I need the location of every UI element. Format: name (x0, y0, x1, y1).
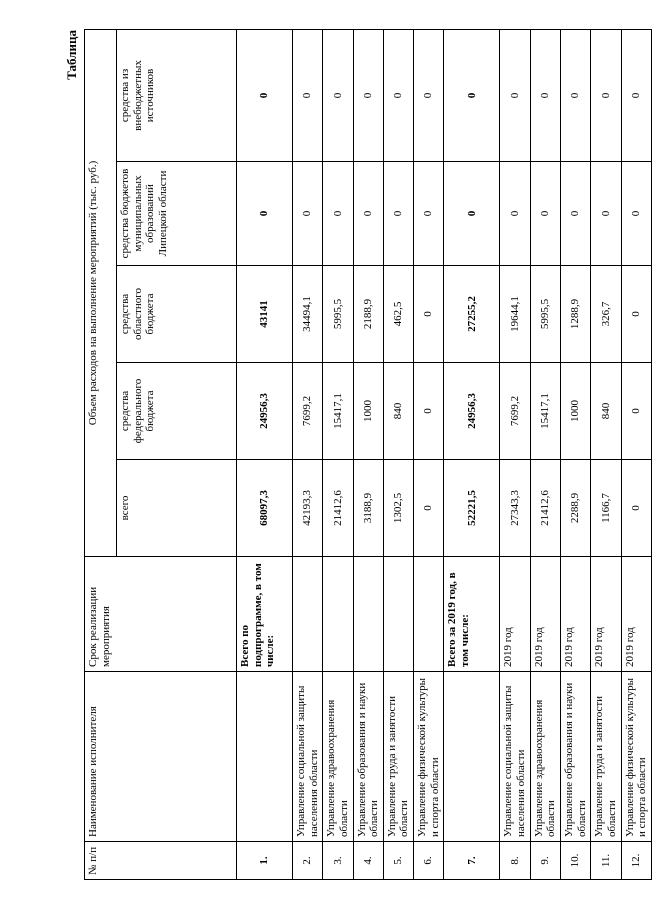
term-cell (323, 557, 353, 672)
row-number: 4. (353, 842, 383, 880)
header-total: всего (117, 460, 237, 557)
total-cell: 68097,3 (237, 460, 293, 557)
table-row (591, 29, 621, 879)
municipal-cell: 0 (444, 162, 500, 266)
table-row (323, 29, 353, 879)
header-num: № п/п (85, 842, 237, 880)
total-cell: 21412,6 (530, 460, 560, 557)
total-cell: 2288,9 (560, 460, 590, 557)
executor-name: Управление труда и занятости области (383, 672, 413, 842)
total-cell: 27343,3 (500, 460, 530, 557)
extra-cell: 0 (560, 29, 590, 161)
regional-cell: 1288,9 (560, 266, 590, 363)
executor-name: Управление социальной защиты населения области (500, 672, 530, 842)
municipal-cell: 0 (383, 162, 413, 266)
row-number: 12. (621, 842, 651, 880)
municipal-cell: 0 (500, 162, 530, 266)
municipal-cell: 0 (237, 162, 293, 266)
regional-cell: 0 (621, 266, 651, 363)
table-row (621, 29, 651, 879)
federal-cell: 15417,1 (530, 363, 560, 460)
regional-cell: 34494,1 (293, 266, 323, 363)
federal-cell: 0 (621, 363, 651, 460)
term-cell: 2019 год (591, 557, 621, 672)
extra-cell: 0 (621, 29, 651, 161)
extra-cell: 0 (323, 29, 353, 161)
regional-cell: 326,7 (591, 266, 621, 363)
extra-cell: 0 (353, 29, 383, 161)
municipal-cell: 0 (560, 162, 590, 266)
total-cell: 0 (414, 460, 444, 557)
total-cell: 1166,7 (591, 460, 621, 557)
federal-cell: 24956,3 (444, 363, 500, 460)
total-cell: 21412,6 (323, 460, 353, 557)
executor-name: Управление образования и науки области (560, 672, 590, 842)
extra-cell: 0 (383, 29, 413, 161)
municipal-cell: 0 (293, 162, 323, 266)
federal-cell: 1000 (353, 363, 383, 460)
table-caption: Таблица (64, 30, 79, 80)
header-municipal: средства бюджетов муниципальных образований Липецкой области (117, 162, 237, 266)
row-number: 2. (293, 842, 323, 880)
table-row (293, 29, 323, 879)
regional-cell: 43141 (237, 266, 293, 363)
row-number: 9. (530, 842, 560, 880)
header-federal: средства федерального бюджета (117, 363, 237, 460)
extra-cell: 0 (414, 29, 444, 161)
header-regional: средства областного бюджета (117, 266, 237, 363)
extra-cell: 0 (237, 29, 293, 161)
term-cell (414, 557, 444, 672)
row-number: 1. (237, 842, 293, 880)
term-cell (293, 557, 323, 672)
row-number: 11. (591, 842, 621, 880)
federal-cell: 840 (591, 363, 621, 460)
row-number: 3. (323, 842, 353, 880)
header-term: Срок реализации мероприятия (85, 557, 237, 672)
executor-name (237, 672, 293, 842)
table-body (237, 29, 652, 879)
executor-name: Управление физической культуры и спорта области (414, 672, 444, 842)
rotated-page (64, 30, 649, 880)
header-volume: Объем расходов на выполнение мероприятий (тыс. руб.) (85, 29, 117, 556)
municipal-cell: 0 (591, 162, 621, 266)
row-number: 7. (444, 842, 500, 880)
extra-cell: 0 (591, 29, 621, 161)
row-number: 8. (500, 842, 530, 880)
regional-cell: 19644,1 (500, 266, 530, 363)
table-row (530, 29, 560, 879)
total-cell: 52221,5 (444, 460, 500, 557)
term-cell (353, 557, 383, 672)
term-cell: 2019 год (621, 557, 651, 672)
regional-cell: 5995,5 (323, 266, 353, 363)
row-number: 5. (383, 842, 413, 880)
executor-name: Управление социальной защиты населения области (293, 672, 323, 842)
table-row (237, 29, 293, 879)
table-row (500, 29, 530, 879)
regional-cell: 27255,2 (444, 266, 500, 363)
federal-cell: 7699,2 (293, 363, 323, 460)
table-row (444, 29, 500, 879)
budget-table (84, 29, 652, 880)
table-row (560, 29, 590, 879)
municipal-cell: 0 (353, 162, 383, 266)
table-row (414, 29, 444, 879)
table-row (383, 29, 413, 879)
federal-cell: 1000 (560, 363, 590, 460)
municipal-cell: 0 (530, 162, 560, 266)
table-row (353, 29, 383, 879)
executor-name: Управление труда и занятости области (591, 672, 621, 842)
executor-name: Управление здравоохранения области (323, 672, 353, 842)
federal-cell: 0 (414, 363, 444, 460)
regional-cell: 5995,5 (530, 266, 560, 363)
extra-cell: 0 (293, 29, 323, 161)
federal-cell: 7699,2 (500, 363, 530, 460)
total-cell: 42193,3 (293, 460, 323, 557)
total-cell: 3188,9 (353, 460, 383, 557)
term-cell: 2019 год (500, 557, 530, 672)
extra-cell: 0 (530, 29, 560, 161)
extra-cell: 0 (444, 29, 500, 161)
term-cell: Всего по подпрограмме, в том числе: (237, 557, 293, 672)
municipal-cell: 0 (621, 162, 651, 266)
row-number: 6. (414, 842, 444, 880)
total-cell: 1302,5 (383, 460, 413, 557)
regional-cell: 2188,9 (353, 266, 383, 363)
municipal-cell: 0 (323, 162, 353, 266)
municipal-cell: 0 (414, 162, 444, 266)
federal-cell: 840 (383, 363, 413, 460)
term-cell: 2019 год (560, 557, 590, 672)
regional-cell: 462,5 (383, 266, 413, 363)
executor-name (444, 672, 500, 842)
term-cell (383, 557, 413, 672)
header-name: Наименование исполнителя (85, 672, 237, 842)
executor-name: Управление физической культуры и спорта области (621, 672, 651, 842)
row-number: 10. (560, 842, 590, 880)
federal-cell: 24956,3 (237, 363, 293, 460)
term-cell: 2019 год (530, 557, 560, 672)
header-extra: средства из внебюджетных источников (117, 29, 237, 161)
executor-name: Управление здравоохранения области (530, 672, 560, 842)
regional-cell: 0 (414, 266, 444, 363)
federal-cell: 15417,1 (323, 363, 353, 460)
term-cell: Всего за 2019 год, в том числе: (444, 557, 500, 672)
total-cell: 0 (621, 460, 651, 557)
extra-cell: 0 (500, 29, 530, 161)
executor-name: Управление образования и науки области (353, 672, 383, 842)
